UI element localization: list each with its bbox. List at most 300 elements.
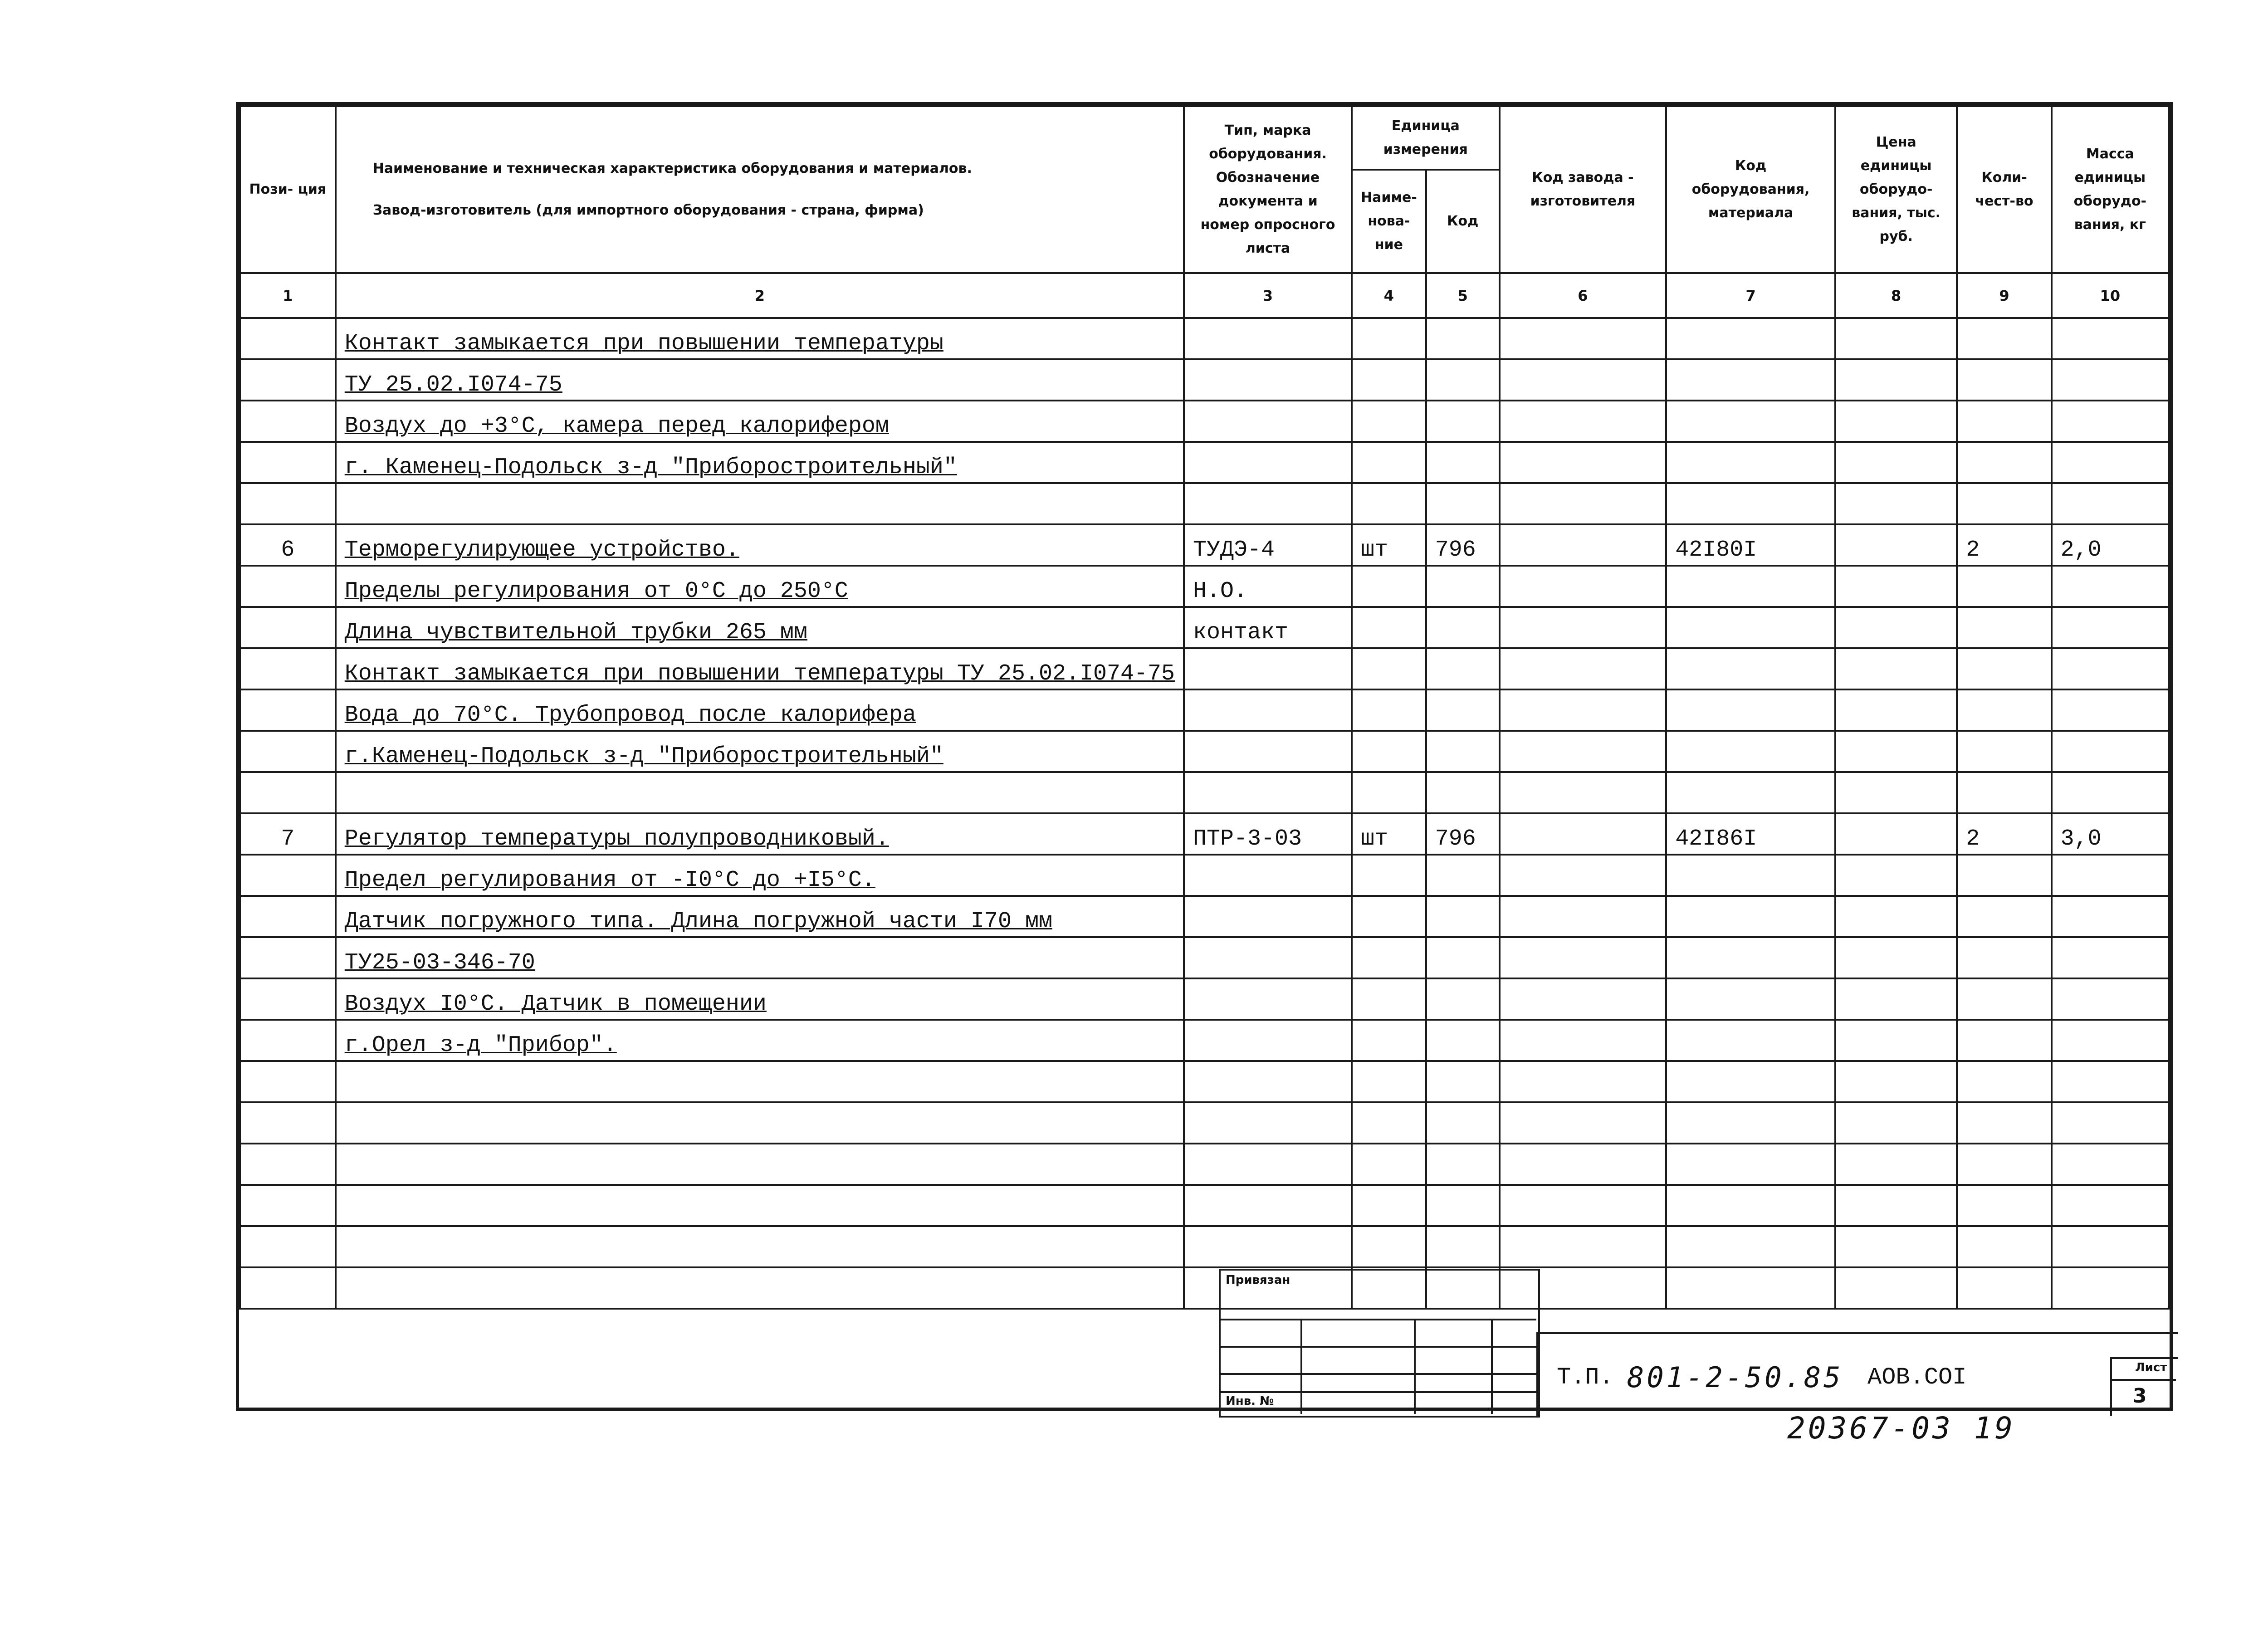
cell-type [1184,1020,1352,1061]
cell-mass [2052,1061,2169,1102]
table-row [240,1226,2169,1267]
cell-qty [1957,1226,2051,1267]
cell-price [1835,978,1957,1020]
stamp-divider [1219,1346,1536,1348]
cell-equip [1666,1185,1835,1226]
table-row [240,318,2169,359]
cell-unit [1352,689,1426,731]
cell-unit [1352,731,1426,772]
header-position: Пози- ция [240,106,336,273]
project-prefix: Т.П. [1557,1364,1613,1391]
cell-price [1835,318,1957,359]
sheet-label: Лист [2135,1361,2167,1374]
cell-code [1426,689,1500,731]
cell-equip [1666,1061,1835,1102]
column-number: 1 [240,273,336,318]
cell-price [1835,1226,1957,1267]
cell-equip [1666,1144,1835,1185]
column-number: 5 [1426,273,1500,318]
cell-mass [2052,1102,2169,1144]
cell-unit: шт [1352,524,1426,566]
cell-code [1426,1020,1500,1061]
cell-pos: 6 [240,524,336,566]
cell-name [336,978,1184,1020]
cell-code [1426,442,1500,483]
cell-name [336,1102,1184,1144]
cell-price [1835,401,1957,442]
cell-plant [1500,1185,1667,1226]
cell-type [1184,483,1352,524]
cell-price [1835,607,1957,648]
table-row [240,813,2169,855]
cell-qty [1957,483,2051,524]
cell-qty [1957,318,2051,359]
cell-plant [1500,937,1667,978]
document-code: АОВ.СОI [1867,1364,1967,1391]
cell-price [1835,1267,1957,1309]
cell-mass [2052,401,2169,442]
cell-price [1835,442,1957,483]
cell-unit [1352,318,1426,359]
cell-name-text: Датчик погружного типа. Длина погружной части I70 мм [344,909,1052,934]
cell-mass [2052,978,2169,1020]
cell-qty [1957,689,2051,731]
cell-code [1426,607,1500,648]
cell-qty [1957,1061,2051,1102]
cell-equip [1666,772,1835,813]
cell-equip [1666,855,1835,896]
cell-plant [1500,524,1667,566]
cell-name [336,648,1184,689]
cell-name [336,772,1184,813]
cell-mass [2052,1226,2169,1267]
cell-equip [1666,1226,1835,1267]
cell-pos [240,442,336,483]
cell-mass [2052,772,2169,813]
cell-price [1835,359,1957,401]
cell-name-text: Воздух I0°С. Датчик в помещении [344,991,767,1017]
cell-mass [2052,1144,2169,1185]
cell-plant [1500,607,1667,648]
cell-type [1184,978,1352,1020]
header-type: Тип, марка оборудования. Обозначение документа и номер опросного листа [1184,106,1352,273]
cell-plant [1500,566,1667,607]
cell-unit [1352,937,1426,978]
cell-qty [1957,607,2051,648]
cell-code [1426,855,1500,896]
cell-qty [1957,648,2051,689]
cell-plant [1500,1144,1667,1185]
cell-equip: 42I80I [1666,524,1835,566]
cell-name-text: Предел регулирования от -I0°С до +I5°С. [344,867,875,893]
cell-qty [1957,896,2051,937]
cell-name-text: Воздух до +3°С, камера перед калорифером [344,413,889,439]
cell-code [1426,1185,1500,1226]
cell-plant [1500,1102,1667,1144]
cell-name [336,566,1184,607]
cell-name-text: Вода до 70°С. Трубопровод после калорифера [344,702,916,728]
cell-qty [1957,978,2051,1020]
sheet-number: 3 [2133,1384,2147,1408]
cell-mass [2052,359,2169,401]
table-row [240,978,2169,1020]
cell-qty [1957,359,2051,401]
header-unit-group: Единица измерения [1352,106,1500,170]
cell-name [336,359,1184,401]
drawing-sheet [236,102,2173,1411]
cell-pos [240,401,336,442]
header-unit-code: Код [1426,170,1500,273]
cell-mass [2052,896,2169,937]
cell-pos [240,978,336,1020]
table-row [240,937,2169,978]
archive-number: 20367-03 19 [1787,1411,2016,1446]
column-number: 4 [1352,273,1426,318]
cell-type [1184,1061,1352,1102]
cell-mass [2052,1267,2169,1309]
cell-type [1184,896,1352,937]
specification-table [239,105,2170,1310]
cell-unit [1352,648,1426,689]
cell-plant [1500,442,1667,483]
cell-mass: 2,0 [2052,524,2169,566]
cell-name [336,855,1184,896]
cell-pos [240,566,336,607]
cell-price [1835,813,1957,855]
header-price: Цена единицы оборудо-вания, тыс. руб. [1835,106,1957,273]
cell-mass [2052,566,2169,607]
cell-type: контакт [1184,607,1352,648]
stamp-divider [1219,1373,1536,1375]
cell-unit [1352,607,1426,648]
cell-price [1835,937,1957,978]
cell-equip [1666,318,1835,359]
cell-price [1835,1185,1957,1226]
cell-price [1835,1144,1957,1185]
cell-unit [1352,978,1426,1020]
cell-pos [240,1144,336,1185]
column-number: 8 [1835,273,1957,318]
cell-pos [240,648,336,689]
cell-code [1426,937,1500,978]
column-number: 3 [1184,273,1352,318]
table-row [240,607,2169,648]
cell-name [336,937,1184,978]
cell-type [1184,442,1352,483]
stamp-divider [1300,1319,1302,1414]
cell-plant [1500,772,1667,813]
cell-pos [240,483,336,524]
table-row [240,896,2169,937]
cell-name [336,318,1184,359]
cell-pos [240,1226,336,1267]
header-name-line2: Завод-изготовитель (для импортного оборудования - страна, фирма) [372,202,924,218]
header-plant-code: Код завода - изготовителя [1500,106,1667,273]
cell-plant [1500,648,1667,689]
cell-name-text: Терморегулирующее устройство. [344,537,739,563]
cell-equip [1666,648,1835,689]
cell-name-text: Регулятор температуры полупроводниковый. [344,826,889,852]
cell-price [1835,524,1957,566]
cell-qty: 2 [1957,813,2051,855]
cell-qty [1957,772,2051,813]
cell-type [1184,855,1352,896]
cell-qty: 2 [1957,524,2051,566]
cell-name [336,1144,1184,1185]
table-row [240,772,2169,813]
table-row [240,566,2169,607]
table-row [240,1144,2169,1185]
cell-equip [1666,937,1835,978]
cell-code [1426,1102,1500,1144]
cell-name-text: ТУ25-03-346-70 [344,950,535,976]
cell-code: 796 [1426,524,1500,566]
cell-qty [1957,1267,2051,1309]
cell-name-text: г. Каменец-Подольск з-д "Приборостроительный" [344,455,957,480]
table-row [240,1267,2169,1309]
cell-name [336,442,1184,483]
stamp-divider [1219,1319,1536,1320]
cell-type [1184,1144,1352,1185]
cell-unit [1352,1061,1426,1102]
cell-price [1835,855,1957,896]
cell-code [1426,1226,1500,1267]
cell-type: ПТР-3-03 [1184,813,1352,855]
cell-type [1184,937,1352,978]
table-row [240,855,2169,896]
cell-plant [1500,855,1667,896]
cell-plant [1500,896,1667,937]
cell-qty [1957,1102,2051,1144]
cell-pos: 7 [240,813,336,855]
table-row [240,442,2169,483]
project-number: 801-2-50.85 [1627,1361,1843,1394]
cell-pos [240,1020,336,1061]
cell-name-text: г.Каменец-Подольск з-д "Приборостроительный" [344,743,943,769]
cell-code [1426,1144,1500,1185]
cell-type [1184,1185,1352,1226]
cell-code [1426,401,1500,442]
cell-price [1835,731,1957,772]
cell-type [1184,731,1352,772]
cell-unit [1352,401,1426,442]
cell-pos [240,855,336,896]
stamp-divider [1414,1319,1416,1414]
table-row [240,1020,2169,1061]
cell-price [1835,1061,1957,1102]
cell-type [1184,1102,1352,1144]
cell-code: 796 [1426,813,1500,855]
column-number: 10 [2052,273,2169,318]
table-row [240,1061,2169,1102]
table-row [240,524,2169,566]
cell-code [1426,483,1500,524]
cell-type [1184,689,1352,731]
cell-mass: 3,0 [2052,813,2169,855]
cell-price [1835,1020,1957,1061]
cell-price [1835,566,1957,607]
cell-mass [2052,689,2169,731]
cell-equip [1666,483,1835,524]
cell-name [336,1226,1184,1267]
cell-pos [240,359,336,401]
cell-code [1426,1061,1500,1102]
cell-qty [1957,442,2051,483]
cell-code [1426,731,1500,772]
cell-unit [1352,442,1426,483]
cell-equip [1666,607,1835,648]
cell-qty [1957,731,2051,772]
cell-equip [1666,731,1835,772]
table-row [240,359,2169,401]
cell-equip [1666,1267,1835,1309]
cell-plant [1500,318,1667,359]
cell-mass [2052,318,2169,359]
cell-unit: шт [1352,813,1426,855]
cell-code [1426,359,1500,401]
cell-unit [1352,1102,1426,1144]
table-row [240,648,2169,689]
cell-plant [1500,731,1667,772]
table-row [240,689,2169,731]
cell-equip: 42I86I [1666,813,1835,855]
cell-qty [1957,855,2051,896]
cell-type [1184,318,1352,359]
cell-unit [1352,483,1426,524]
cell-mass [2052,607,2169,648]
cell-name [336,483,1184,524]
cell-code [1426,566,1500,607]
cell-name [336,1061,1184,1102]
cell-code [1426,978,1500,1020]
cell-mass [2052,937,2169,978]
header-mass: Масса единицы оборудо-вания, кг [2052,106,2169,273]
cell-qty [1957,566,2051,607]
cell-name [336,896,1184,937]
cell-mass [2052,483,2169,524]
cell-pos [240,731,336,772]
column-numbers-row [240,273,2169,318]
header-name [336,106,1184,273]
cell-equip [1666,978,1835,1020]
cell-pos [240,689,336,731]
cell-name-text: Пределы регулирования от 0°С до 250°С [344,578,848,604]
cell-pos [240,318,336,359]
cell-mass [2052,1185,2169,1226]
binding-label: Привязан [1226,1273,1290,1287]
header-name-line1: Наименование и техническая характеристика оборудования и материалов. [372,161,972,176]
cell-pos [240,607,336,648]
cell-equip [1666,689,1835,731]
cell-name [336,1185,1184,1226]
cell-type: ТУДЭ-4 [1184,524,1352,566]
cell-plant [1500,689,1667,731]
cell-unit [1352,1020,1426,1061]
cell-name [336,813,1184,855]
cell-equip [1666,1102,1835,1144]
cell-plant [1500,401,1667,442]
cell-code [1426,896,1500,937]
cell-name [336,1020,1184,1061]
cell-pos [240,896,336,937]
column-number: 2 [336,273,1184,318]
table-body [240,273,2169,1309]
cell-qty [1957,401,2051,442]
cell-unit [1352,1226,1426,1267]
cell-pos [240,772,336,813]
cell-code [1426,318,1500,359]
cell-unit [1352,1185,1426,1226]
cell-name-text: ТУ 25.02.I074-75 [344,372,562,398]
cell-type: Н.О. [1184,566,1352,607]
cell-price [1835,689,1957,731]
cell-name [336,401,1184,442]
cell-plant [1500,1020,1667,1061]
cell-mass [2052,648,2169,689]
cell-pos [240,1061,336,1102]
cell-name-text: Контакт замыкается при повышении температуры [344,331,943,357]
header-equipment-code: Код оборудования, материала [1666,106,1835,273]
inventory-label: Инв. № [1226,1394,1274,1408]
cell-code [1426,648,1500,689]
cell-name [336,524,1184,566]
cell-price [1835,896,1957,937]
cell-pos [240,937,336,978]
cell-plant [1500,483,1667,524]
sheet-box-divider [2110,1379,2176,1381]
cell-price [1835,772,1957,813]
cell-unit [1352,855,1426,896]
cell-price [1835,483,1957,524]
table-row [240,1102,2169,1144]
cell-type [1184,1226,1352,1267]
cell-mass [2052,1020,2169,1061]
cell-pos [240,1267,336,1309]
cell-name-text: Длина чувствительной трубки 265 мм [344,620,807,645]
cell-name [336,689,1184,731]
cell-price [1835,648,1957,689]
cell-mass [2052,731,2169,772]
cell-plant [1500,359,1667,401]
cell-unit [1352,359,1426,401]
column-number: 6 [1500,273,1667,318]
cell-unit [1352,772,1426,813]
cell-equip [1666,359,1835,401]
table-row [240,483,2169,524]
table-row [240,401,2169,442]
cell-name [336,1267,1184,1309]
header-unit-name: Наиме-нова-ние [1352,170,1426,273]
table-row [240,731,2169,772]
cell-type [1184,772,1352,813]
cell-plant [1500,978,1667,1020]
cell-qty [1957,937,2051,978]
cell-mass [2052,855,2169,896]
cell-equip [1666,1020,1835,1061]
cell-equip [1666,401,1835,442]
table-row [240,1185,2169,1226]
cell-plant [1500,1226,1667,1267]
cell-plant [1500,1061,1667,1102]
cell-name-text: г.Орел з-д "Прибор". [344,1032,617,1058]
column-number: 9 [1957,273,2051,318]
cell-qty [1957,1185,2051,1226]
cell-mass [2052,442,2169,483]
cell-pos [240,1102,336,1144]
column-number: 7 [1666,273,1835,318]
cell-unit [1352,896,1426,937]
cell-equip [1666,896,1835,937]
